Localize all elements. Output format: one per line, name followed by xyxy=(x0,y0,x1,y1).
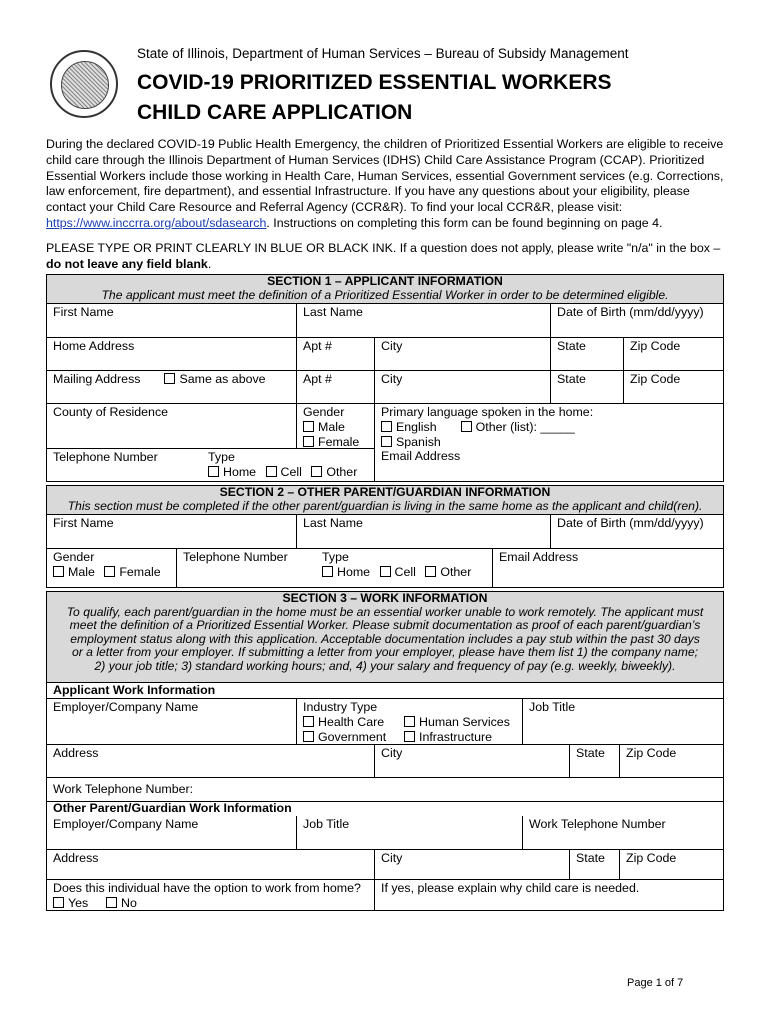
work-address-field[interactable]: Address xyxy=(47,744,374,777)
mailing-city-field[interactable]: City xyxy=(374,370,550,403)
page-number: Page 1 of 7 xyxy=(627,977,684,989)
other-phone-home-checkbox[interactable] xyxy=(322,566,333,577)
ccrr-search-link[interactable]: https://www.inccrra.org/about/sdasearch xyxy=(46,215,267,230)
infrastructure-checkbox[interactable] xyxy=(404,731,415,742)
male-checkbox[interactable] xyxy=(303,421,314,432)
phone-other-checkbox[interactable] xyxy=(311,466,322,477)
home-state-field[interactable]: State xyxy=(550,337,623,370)
phone-home-checkbox[interactable] xyxy=(208,466,219,477)
section-3-subtitle-3: employment status along with this application. Acceptable documentation includes a pay stub within the past 30 days xyxy=(70,631,700,646)
other-male-checkbox[interactable] xyxy=(53,566,64,577)
mailing-zip-field[interactable]: Zip Code xyxy=(623,370,724,403)
applicant-last-name-field[interactable]: Last Name xyxy=(296,304,550,337)
home-zip-field[interactable]: Zip Code xyxy=(623,337,724,370)
applicant-email-field[interactable]: Email Address xyxy=(374,448,724,481)
other-female-checkbox[interactable] xyxy=(104,566,115,577)
other-first-name-field[interactable]: First Name xyxy=(53,516,114,530)
section-3-subtitle-5: 2) your job title; 3) standard working hours; and, 4) your salary and frequency of pay (e.g. weekly, biweekly). xyxy=(94,658,676,673)
section-1-subtitle: The applicant must meet the definition of a Prioritized Essential Worker in order to be determined eligible. xyxy=(101,287,669,302)
mailing-state-field[interactable]: State xyxy=(550,370,623,403)
section-3-subtitle-1: To qualify, each parent/guardian in the home must be an essential worker unable to work remotely. The applicant must xyxy=(66,604,704,619)
applicant-employer-field[interactable]: Employer/Company Name xyxy=(47,698,296,744)
section-1-applicant xyxy=(46,274,724,482)
spanish-checkbox[interactable] xyxy=(381,436,392,447)
other-gender-field: Gender Male Female xyxy=(47,548,176,587)
county-field[interactable]: County of Residence xyxy=(47,403,296,448)
applicant-telephone-field[interactable]: Telephone Number xyxy=(47,448,202,481)
other-phone-type-field: Type Home Cell Other xyxy=(316,548,492,587)
department-line: State of Illinois, Department of Human Services – Bureau of Subsidy Management xyxy=(137,46,629,61)
section-1-title: SECTION 1 – APPLICANT INFORMATION xyxy=(267,274,503,288)
home-address-field[interactable]: Home Address xyxy=(47,337,296,370)
other-email-field[interactable]: Email Address xyxy=(492,548,724,587)
other-work-address-field[interactable]: Address xyxy=(47,849,374,879)
title-line-2: CHILD CARE APPLICATION xyxy=(137,101,413,124)
other-employer-field[interactable]: Employer/Company Name xyxy=(53,817,199,831)
other-work-telephone-field[interactable]: Work Telephone Number xyxy=(522,816,724,849)
health-care-checkbox[interactable] xyxy=(303,716,314,727)
section-3-title: SECTION 3 – WORK INFORMATION xyxy=(282,591,488,605)
other-work-zip-field[interactable]: Zip Code xyxy=(619,849,724,879)
industry-type-field: Industry Type Health Care Human Services Government Infrastructure xyxy=(296,698,522,744)
title-line-1: COVID-19 PRIORITIZED ESSENTIAL WORKERS xyxy=(137,71,612,94)
other-phone-other-checkbox[interactable] xyxy=(425,566,436,577)
other-work-state-field[interactable]: State xyxy=(569,849,619,879)
intro-paragraph: During the declared COVID-19 Public Health Emergency, the children of Prioritized Essential Workers are eligible to receive child care through the Illinois Department of Human Services (IDHS) Child Care Assistance Program (CCAP). Prioritized Essential Workers include those working in Health Care, Human Services, essential Government services (e.g. Corrections, law enforcement, fire department), and essential Infrastructure. If you have any questions about your eligibility, please contact your Child Care Resource and Referral Agency (CCR&R). To find your local CCR&R, please visit: https://www.inccrra.org/about/sdasearch. Instructions on completing this form can be found beginning on page 4. xyxy=(46,137,724,230)
work-from-home-no-checkbox[interactable] xyxy=(106,897,117,908)
applicant-work-heading: Applicant Work Information xyxy=(53,683,216,697)
mailing-address-field[interactable]: Mailing Address Same as above xyxy=(47,370,296,403)
phone-type-field: Type Home Cell Other xyxy=(202,448,374,481)
state-seal-logo xyxy=(50,50,118,118)
section-3-work xyxy=(46,591,724,911)
same-as-above-checkbox[interactable] xyxy=(164,373,175,384)
section-3-subtitle-2: meet the definition of a Prioritized Essential Worker. Please submit documentation as proof of each parent/guardian’s xyxy=(69,618,701,632)
work-from-home-question: Does this individual have the option to work from home? Yes No xyxy=(47,879,374,910)
other-work-heading: Other Parent/Guardian Work Information xyxy=(47,801,724,816)
other-job-title-field[interactable]: Job Title xyxy=(296,816,522,849)
human-services-checkbox[interactable] xyxy=(404,716,415,727)
other-telephone-field[interactable]: Telephone Number xyxy=(176,548,316,587)
mailing-apt-field[interactable]: Apt # xyxy=(296,370,374,403)
applicant-job-title-field[interactable]: Job Title xyxy=(522,698,724,744)
applicant-first-name-field[interactable]: First Name xyxy=(53,305,114,319)
work-zip-field[interactable]: Zip Code xyxy=(619,744,724,777)
work-from-home-yes-checkbox[interactable] xyxy=(53,897,64,908)
ink-instructions: PLEASE TYPE OR PRINT CLEARLY IN BLUE OR BLACK INK. If a question does not apply, please write "n/a" in the box – do not leave any field blank. xyxy=(46,241,721,271)
government-checkbox[interactable] xyxy=(303,731,314,742)
section-2-subtitle: This section must be completed if the other parent/guardian is living in the same home as the applicant and child(ren). xyxy=(67,498,703,513)
child-care-need-explanation-field[interactable]: If yes, please explain why child care is needed. xyxy=(374,879,724,910)
work-state-field[interactable]: State xyxy=(569,744,619,777)
home-apt-field[interactable]: Apt # xyxy=(296,337,374,370)
other-work-city-field[interactable]: City xyxy=(374,849,569,879)
language-field: Primary language spoken in the home: English Other (list): _____ Spanish xyxy=(374,403,724,448)
section-2-title: SECTION 2 – OTHER PARENT/GUARDIAN INFORMATION xyxy=(219,485,551,499)
other-dob-field[interactable]: Date of Birth (mm/dd/yyyy) xyxy=(550,515,724,548)
applicant-dob-field[interactable]: Date of Birth (mm/dd/yyyy) xyxy=(550,304,724,337)
form-title xyxy=(137,68,612,128)
home-city-field[interactable]: City xyxy=(374,337,550,370)
other-last-name-field[interactable]: Last Name xyxy=(296,515,550,548)
work-telephone-field[interactable]: Work Telephone Number: xyxy=(47,777,724,801)
phone-cell-checkbox[interactable] xyxy=(266,466,277,477)
gender-field: Gender Male Female xyxy=(296,403,374,448)
female-checkbox[interactable] xyxy=(303,436,314,447)
work-city-field[interactable]: City xyxy=(374,744,569,777)
other-language-checkbox[interactable] xyxy=(461,421,472,432)
section-2-other-parent xyxy=(46,485,724,588)
section-3-subtitle-4: or a letter from your employer. If submitting a letter from your employer, please have them list 1) the company name; xyxy=(71,645,699,659)
english-checkbox[interactable] xyxy=(381,421,392,432)
other-phone-cell-checkbox[interactable] xyxy=(380,566,391,577)
